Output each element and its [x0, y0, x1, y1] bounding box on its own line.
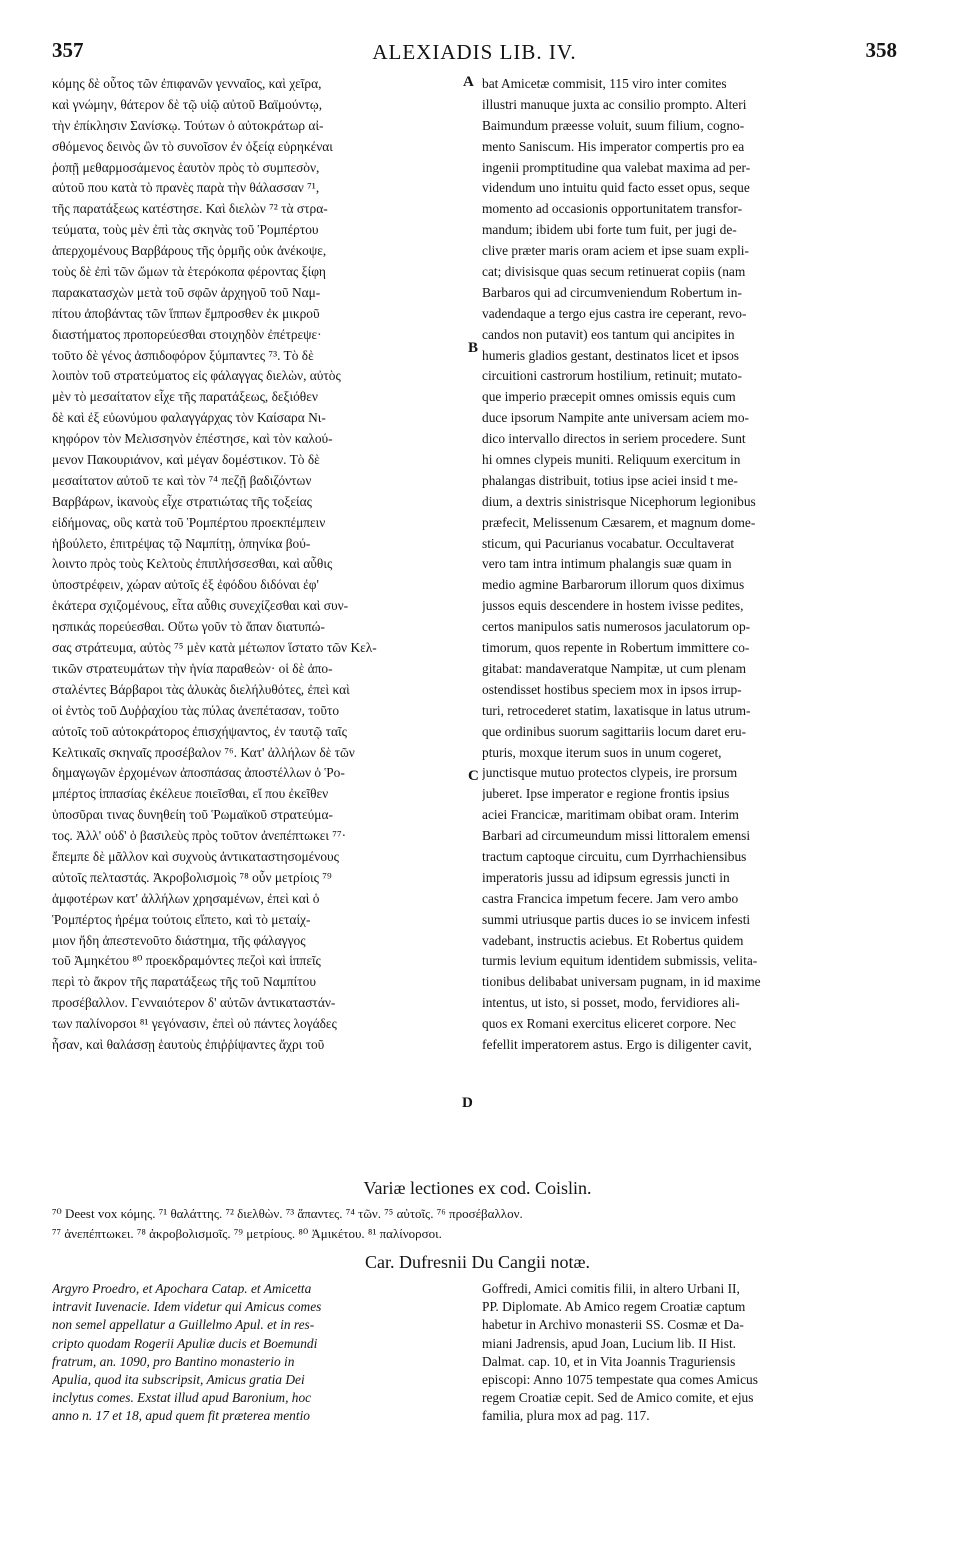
note-line: episcopi: Anno 1075 tempestate qua comes Amicus [482, 1371, 758, 1387]
variae-line-1: ⁷⁰ Deest vox κόμης. ⁷¹ θαλάττης. ⁷² διελθὼν. ⁷³ ἅπαντες. ⁷⁴ τῶν. ⁷⁵ αὐτοῖς. ⁷⁶ προσέβαλλον. [52, 1206, 523, 1221]
latin-text-line: juberet. Ipse imperator e regione frontis ipsius [482, 786, 730, 802]
greek-text-line: λοιπὸν τοῦ στρατεύματος εἰς φάλαγγας διελὼν, αὐτὸς [52, 368, 341, 384]
greek-text-line: εἰδήμονας, οὓς κατὰ τοῦ Ῥομπέρτου προεκπέμπειν [52, 514, 326, 530]
greek-text-line: καὶ γνώμην, θάτερον δὲ τῷ υἱῷ αὐτοῦ Βαϊμούντῳ, [52, 96, 323, 112]
latin-text-line: fefellit imperatorem astus. Ergo is diligenter cavit, [482, 1036, 752, 1052]
page-header [52, 38, 897, 68]
greek-text-line: αὐτοῖς τοῦ αὐτοκράτορος ἐπισχήψαντος, ἐν ταυτῷ ταῖς [52, 723, 347, 739]
latin-text-line: Barbaros qui ad circumveniendum Robertum in- [482, 284, 742, 300]
greek-text-line: λοιντο πρὸς τοὺς Κελτοὺς ἐπιπλήσσεσθαι, καὶ αὖθις [52, 556, 333, 572]
greek-text-line: μενον Πακουριάνον, καὶ μέγαν δομέστικον. Τὸ δὲ [52, 452, 320, 468]
greek-text-line: ἦσαν, καὶ θαλάσσῃ ἑαυτοὺς ἐπιῤῥίψαντες ἄχρι τοῦ [52, 1036, 325, 1052]
note-line: Argyro Proedro, et Apochara Catap. et Amicetta [52, 1281, 312, 1296]
latin-text-line: que ordinibus suorum sagittariis locum daret eru- [482, 723, 747, 739]
latin-text-line: ostendisset hostibus speciem mox in ipsos irrup- [482, 681, 742, 697]
margin-letter-b: B [468, 340, 479, 356]
greek-text-line: κηφόρον τὸν Μελισσηνὸν ἐπέστησε, καὶ τὸν καλού- [52, 431, 333, 447]
greek-text-line: μεσαίτατον αὐτοῦ τε καὶ τὸν ⁷⁴ πεζῇ βαδιζόντων [52, 472, 312, 488]
note-line: non semel appellatur a Guillelmo Apul. et in res- [52, 1317, 315, 1333]
latin-text-line: mento Saniscum. His imperator compertis pro ea [482, 138, 745, 154]
greek-text-line: Ῥομπέρτος ἠρέμα τούτοις εἵπετο, καὶ τὸ μεταίχ- [52, 911, 311, 927]
latin-text-line: clive præter maris oram aciem et ipse suam expli- [482, 243, 749, 259]
greek-text-line: κόμης δὲ οὗτος τῶν ἐπιφανῶν γενναῖος, καὶ χεῖρα, [52, 76, 322, 91]
latin-text-line: jussos equis descendere in hostem ivisse pedites, [482, 598, 744, 614]
note-line: anno n. 17 et 18, apud quem fit præterea mentio [52, 1408, 310, 1424]
greek-text-line: ὑποσῦραι τινας δυνηθείη τοῦ Ῥωμαϊκοῦ στρατεύμα- [52, 807, 333, 823]
variae-lectiones-title: Variæ lectiones ex cod. Coislin. [363, 1178, 592, 1198]
latin-text-line: dium, a dextris sinistrisque Nicephorum legionibus [482, 493, 756, 509]
latin-text-line: pturis, moxque iterum suos in unum cogeret, [482, 744, 722, 760]
latin-text-line: turmis levium equitum identidem submissis, velita- [482, 953, 758, 969]
latin-text-line: dico intervallo directos in seriem procedere. Sunt [482, 431, 746, 447]
greek-text-line: ἀμφοτέρων κατ' ἀλλήλων χρησαμένων, ἐπεὶ καὶ ὁ [52, 890, 320, 906]
latin-text-line: turi, retrocederet statim, laxatisque in latus utrum- [482, 702, 751, 718]
latin-text-line: tractum captoque circuitu, cum Dyrrhachiensibus [482, 848, 747, 864]
greek-text-line: ησπικάς πορεύεσθαι. Οὕτω γοῦν τὸ ἅπαν διατυπώ- [52, 619, 325, 635]
latin-text-line: momento ad occasionis opportunitatem transfor- [482, 201, 743, 217]
greek-text-line: προσέβαλλον. Γενναιότερον δ' αὐτῶν ἀντικαταστάν- [52, 995, 336, 1011]
page-number-left: 357 [52, 38, 84, 62]
greek-text-line: των παλίνορσοι ⁸¹ γεγόνασιν, ἐπεὶ οὐ πάντες λογάδες [52, 1016, 337, 1032]
greek-text-line: ἀπερχομένους Βαρβάρους τῆς ὁρμῆς οὐκ ἀνέκοψε, [52, 243, 327, 259]
greek-text-line: μιον ἤδη ἀπεστενοῦτο διάστημα, τῆς φάλαγγος [52, 932, 306, 948]
note-line: Apulia, quod ita subscripsit, Amicus gratia Dei [52, 1371, 305, 1387]
latin-text-line: circuitioni castrorum hostilium, retinuit; mutato- [482, 368, 742, 384]
greek-text-line: αὐτοῦ που κατὰ τὸ πρανὲς παρὰ τὴν θάλασσαν ⁷¹, [52, 180, 320, 196]
note-line: familia, plura mox ad pag. 117. [482, 1408, 650, 1424]
latin-text-column [482, 74, 900, 1056]
note-line: cripto quodam Rogerii Apuliæ ducis et Boemundi [52, 1335, 318, 1351]
latin-text-line: tionibus delibabat universam pugnam, in id maxime [482, 974, 761, 990]
latin-text-line: hi omnes clypeis muniti. Reliquum exercitum in [482, 452, 741, 468]
latin-text-line: phalangas distribuit, totius ipse aciei insid t me- [482, 472, 738, 488]
latin-text-line: vadendaque a tergo ejus castra ire ceperant, revo- [482, 305, 747, 321]
latin-text-line: præfecit, Melissenum Cæsarem, et magnum dome- [482, 514, 756, 530]
page-number-right: 358 [865, 38, 897, 62]
latin-text-line: medio agmine Barbarorum illorum quos diximus [482, 577, 745, 593]
latin-text-line: cat; divisisque quas secum retinuerat copiis (nam [482, 264, 746, 280]
greek-text-line: δὲ καὶ ἐξ εὐωνύμου φαλαγγάρχας τὸν Καίσαρα Νι- [52, 410, 326, 426]
greek-text-line: τος. Ἀλλ' οὐδ' ὁ βασιλεὺς πρὸς τοῦτον ἀνεπέπτωκει ⁷⁷· [52, 828, 347, 844]
latin-text-line: timorum, quos repente in Robertum immittere co- [482, 640, 750, 656]
latin-text-line: intentus, ut isto, si posset, modo, fervidiores ali- [482, 995, 740, 1011]
greek-text-line: τῆς παρατάξεως κατέστησε. Καὶ διελὼν ⁷² τὰ στρα- [52, 201, 328, 217]
greek-text-line: τοῦτο δὲ γένος ἀσπιδοφόρον ξύμπαντες ⁷³. Τὸ δὲ [52, 347, 314, 363]
running-head: ALEXIADIS LIB. IV. [372, 40, 577, 64]
margin-letter-d: D [462, 1095, 473, 1111]
note-line: miani Jadrensis, apud Joan, Lucium lib. II Hist. [482, 1335, 737, 1351]
latin-text-line: Barbari ad circumeundum missi littoralem emensi [482, 828, 751, 844]
greek-text-line: δημαγωγῶν ἐρχομένων ἀποσπάσας ἀποστέλλων ὁ Ῥο- [52, 765, 345, 781]
greek-text-line: παρακατασχὼν μετὰ τοῦ σφῶν ἀρχηγοῦ τοῦ Ναμ- [52, 284, 321, 300]
latin-text-line: bat Amicetæ commisit, 115 viro inter comites [482, 76, 727, 91]
greek-text-line: οἱ ἐντὸς τοῦ Δυῤῥαχίου τὰς πύλας ἀνεπέτασαν, τοῦτο [52, 702, 340, 718]
latin-text-line: videndum uno intuitu quid facto esset opus, seque [482, 180, 750, 196]
greek-text-line: αὐτοῖς πελταστάς. Ἀκροβολισμοὶς ⁷⁸ οὖν μετρίοις ⁷⁹ [52, 869, 332, 885]
latin-text-line: candos non putavit) eos tantum qui ancipites in [482, 326, 735, 342]
notes-title: Car. Dufresnii Du Cangii notæ. [365, 1252, 590, 1272]
latin-text-line: summi utriusque partis duces io se invicem infesti [482, 911, 751, 927]
latin-text-line: ingenii promptitudine qua valebat maxima ad per- [482, 159, 751, 175]
note-line: Dalmat. cap. 10, et in Vita Joannis Traguriensis [482, 1353, 736, 1369]
greek-text-line: Βαρβάρων, ἱκανοὺς εἶχε στρατιώτας τῆς τοξείας [52, 493, 312, 509]
greek-text-line: τοῦ Ἀμηκέτου ⁸⁰ προεκδραμόντες πεζοὶ καὶ ἱππεῖς [52, 953, 321, 969]
greek-text-line: τοὺς δὲ ἐπὶ τῶν ὤμων τὰ ἑτερόκοπα φέροντας ξίφη [52, 264, 326, 280]
margin-letter-a: A [463, 74, 474, 90]
latin-text-line: Baimundum præesse voluit, suum filium, cogno- [482, 117, 745, 133]
note-line: regem Croatiæ cepit. Sed de Amico comite, et ejus [482, 1390, 754, 1406]
greek-text-line: τικῶν στρατευμάτων τὴν ἡνία παραθεὼν· οἱ δὲ ἀπο- [52, 660, 333, 676]
greek-text-column [52, 74, 470, 1056]
greek-text-line: διαστήματος προπορεύεσθαι στοιχηδὸν ἐπέτρεψε· [52, 326, 322, 342]
greek-text-line: ὑποστρέφειν, χώραν αὐτοῖς ἐξ ἐφόδου διδόναι ἐφ' [52, 577, 319, 593]
variae-line-2: ⁷⁷ ἀνεπέπτωκει. ⁷⁸ ἀκροβολισμοῖς. ⁷⁹ μετρίους. ⁸⁰ Ἀμικέτου. ⁸¹ παλίνορσοι. [52, 1226, 442, 1241]
greek-text-line: μὲν τὸ μεσαίτατον εἶχε τῆς παρατάξεως, δεξιόθεν [52, 389, 318, 405]
note-line: inclytus comes. Exstat illud apud Baronium, hoc [52, 1390, 312, 1406]
greek-text-line: σθόμενος δεινὸς ὢν τὸ συνοῖσον ἐν ὀξείᾳ εὑρηκέναι [52, 138, 333, 154]
greek-text-line: μπέρτος ἱππασίας ἐκέλευε ποιεῖσθαι, εἴ που ἐκεῖθεν [52, 786, 329, 802]
greek-text-line: ἔπεμπε δὲ μᾶλλον καὶ συχνοὺς ἀντικαταστησομένους [52, 848, 339, 864]
greek-text-line: τεύματα, τοὺς μὲν ἐπὶ τὰς σκηνὰς τοῦ Ῥομπέρτου [52, 222, 319, 238]
latin-text-line: certos manipulos satis numerosos jaculatorum op- [482, 619, 751, 635]
note-line: PP. Diplomate. Ab Amico regem Croatiæ captum [482, 1299, 746, 1315]
greek-text-line: ἠβούλετο, ἐπιτρέψας τῷ Ναμπίτῃ, ὁπηνίκα βού- [52, 535, 311, 551]
latin-text-line: aciei Francicæ, maritimam obibat oram. Interim [482, 807, 739, 823]
latin-text-line: humeris gladios gestant, destinatos licet et ipsos [482, 347, 739, 363]
greek-text-line: ἑκάτερα σχιζομένους, εἶτα αὖθις συνεχίζεσθαι καὶ συν- [52, 598, 349, 614]
latin-text-line: imperatoris jussu ad idipsum egressis juncti in [482, 869, 730, 885]
greek-text-line: Κελτικαῖς σκηναῖς προσέβαλον ⁷⁶. Κατ' ἀλλήλων δὲ τῶν [52, 744, 355, 760]
latin-text-line: gitabat: mandaveratque Nampitæ, ut cum plenam [482, 660, 747, 676]
latin-text-line: que imperio præcepit omnes omissis equis cum [482, 389, 736, 405]
greek-text-line: σταλέντες Βάρβαροι τὰς ἁλυκὰς διελήλυθότες, ἐπεὶ καὶ [52, 681, 350, 697]
latin-text-line: duce ipsorum Nampite ante universam aciem mo- [482, 410, 749, 426]
notes-right-column [482, 1280, 900, 1426]
notes-left-column [52, 1280, 460, 1426]
margin-letter-c: C [468, 768, 479, 784]
latin-text-line: vadebant, instructis aciebus. Et Robertus quidem [482, 932, 744, 948]
latin-text-line: vero tam intra intimum phalangis suæ quam in [482, 556, 732, 572]
latin-text-line: mandum; ibidem ubi forte tum fuit, per jugi de- [482, 222, 737, 238]
latin-text-line: illustri manuque juxta ac consilio prompto. Alteri [482, 96, 747, 112]
latin-text-line: quos ex Romani exercitus eliceret corpore. Nec [482, 1016, 736, 1032]
greek-text-line: τὴν ἐπίκλησιν Σανίσκῳ. Τούτων ὁ αὐτοκράτωρ αἰ- [52, 117, 324, 133]
greek-text-line: περὶ τὸ ἄκρον τῆς παρατάξεως τῆς τοῦ Ναμπίτου [52, 974, 316, 990]
note-line: fratrum, an. 1090, pro Bantino monasterio in [52, 1353, 295, 1369]
note-line: habetur in Archivo monasterii SS. Cosmæ et Da- [482, 1317, 744, 1333]
note-line: Goffredi, Amici comitis filii, in altero Urbani II, [482, 1281, 740, 1296]
greek-text-line: πίτου ἀποβάντας τῶν ἵππων ἔμπροσθεν ἐκ μικροῦ [52, 305, 320, 321]
greek-text-line: ῥοπῇ μεθαρμοσάμενος ἑαυτὸν πρὸς τὸ συμπεσὸν, [52, 159, 320, 175]
greek-text-line: σας στράτευμα, αὐτὸς ⁷⁵ μὲν κατὰ μέτωπον ἵστατο τῶν Κελ- [52, 640, 377, 656]
latin-text-line: junctisque mutuo protectos clypeis, ire prorsum [482, 765, 738, 781]
note-line: intravit Iuvenacie. Idem videtur qui Amicus comes [52, 1299, 322, 1315]
latin-text-line: castra Francica impetum fecere. Jam vero ambo [482, 890, 739, 906]
latin-text-line: sticum, qui Pacurianus vocabatur. Occultaverat [482, 535, 735, 551]
